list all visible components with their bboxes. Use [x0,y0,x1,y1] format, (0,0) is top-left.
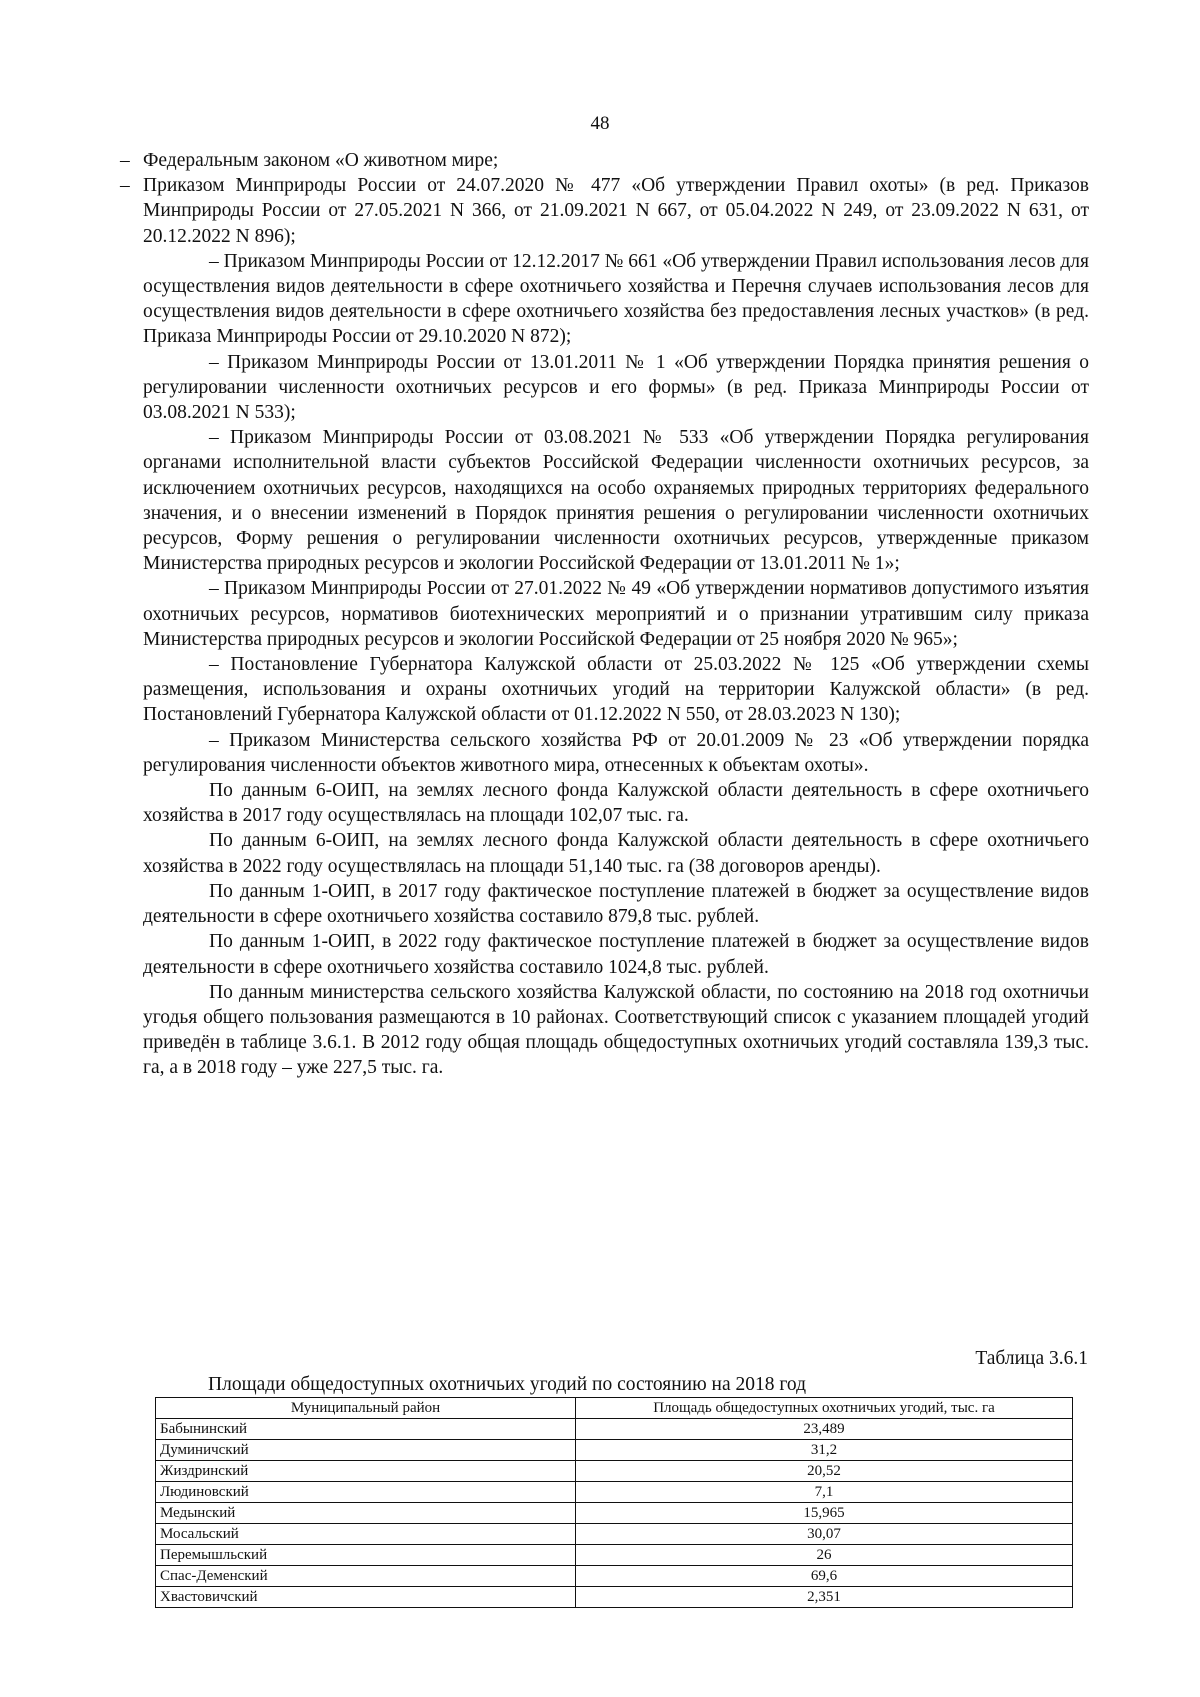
area-cell: 15,965 [576,1503,1073,1524]
paragraph: По данным 6-ОИП, на землях лесного фонда Калужской области деятельность в сфере охотничьего хозяйства в 2022 году осуществлялась на площади 51,140 тыс. га (38 договоров аренды). [143,830,1089,877]
body-text [120,148,1089,1081]
district-cell: Хвастовичский [156,1587,576,1608]
column-header: Площадь общедоступных охотничьих угодий, тыс. га [576,1398,1073,1419]
table-row [156,1566,1073,1587]
column-header: Муниципальный район [156,1398,576,1419]
paragraph: По данным 1-ОИП, в 2022 году фактическое поступление платежей в бюджет за осуществление видов деятельности в сфере охотничьего хозяйства составило 1024,8 тыс. рублей. [143,931,1089,978]
area-cell: 31,2 [576,1440,1073,1461]
bullet-item [120,148,1089,173]
area-cell: 7,1 [576,1482,1073,1503]
paragraph: По данным 1-ОИП, в 2017 году фактическое поступление платежей в бюджет за осуществление видов деятельности в сфере охотничьего хозяйства составило 879,8 тыс. рублей. [143,880,1089,928]
district-cell: Бабынинский [156,1419,576,1440]
district-cell: Мосальский [156,1524,576,1545]
district-cell: Медынский [156,1503,576,1524]
paragraph: – Приказом Минприроды России от 13.01.2011 № 1 «Об утверждении Порядка принятия решения о регулировании численности охотничьих ресурсов и его формы» (в ред. Приказа Минприроды России от 03.08.2021 N 533); [143,351,1089,424]
bullet-text: Федеральным законом «О животном мире; [143,150,499,171]
district-cell: Людиновский [156,1482,576,1503]
bullet-dash: – [120,175,130,197]
table-row [156,1461,1073,1482]
district-cell: Спас-Деменский [156,1566,576,1587]
table-row [156,1482,1073,1503]
areas-table [155,1397,1073,1608]
table-row [156,1419,1073,1440]
bullet-dash: – [120,150,130,171]
area-cell: 20,52 [576,1461,1073,1482]
paragraph: – Постановление Губернатора Калужской области от 25.03.2022 № 125 «Об утверждении схемы размещения, использования и охраны охотничьих угодий на территории Калужской области» (в ред. Постановлений Губернатора Калужской области от 01.12.2022 N 550, от 28.03.2023 N 130); [143,654,1089,726]
area-cell: 30,07 [576,1524,1073,1545]
table-label: Таблица 3.6.1 [975,1348,1088,1369]
paragraph: По данным министерства сельского хозяйства Калужской области, по состоянию на 2018 год охотничьи угодья общего пользования размещаются в 10 районах. Соответствующий список с указанием площадей угодий приведён в таблице 3.6.1. В 2012 году общая площадь общедоступных охотничьих угодий составляла 139,3 тыс. га, а в 2018 году – уже 227,5 тыс. га. [143,981,1089,1079]
page-number: 48 [590,113,610,134]
table-title: Площади общедоступных охотничьих угодий по состоянию на 2018 год [208,1374,807,1395]
district-cell: Жиздринский [156,1461,576,1482]
table-row [156,1587,1073,1608]
district-cell: Перемышльский [156,1545,576,1566]
area-cell: 69,6 [576,1566,1073,1587]
paragraph: – Приказом Министерства сельского хозяйства РФ от 20.01.2009 № 23 «Об утверждении порядка регулирования численности объектов животного мира, отнесенных к объектам охоты». [143,729,1089,776]
table-row [156,1440,1073,1461]
area-cell: 26 [576,1545,1073,1566]
bullet-text: Приказом Минприроды России от 24.07.2020 № 477 «Об утверждении Правил охоты» (в ред. Приказов Минприроды России от 27.05.2021 N 366, от 21.09.2021 N 667, от 05.04.2022 N 249, от 23.09.2022 N 631, от 20.12.2022 N 896); [143,175,1089,247]
area-cell: 2,351 [576,1587,1073,1608]
bullet-item [120,173,1089,249]
table-row [156,1503,1073,1524]
paragraph: – Приказом Минприроды России от 27.01.2022 № 49 «Об утверждении нормативов допустимого изъятия охотничьих ресурсов, нормативов биотехнических мероприятий и о признании утратившим силу приказа Министерства природных ресурсов и экологии Российской Федерации от 25 ноября 2020 № 965»; [143,578,1089,650]
table-row [156,1545,1073,1566]
district-cell: Думиничский [156,1440,576,1461]
paragraph: По данным 6-ОИП, на землях лесного фонда Калужской области деятельность в сфере охотничьего хозяйства в 2017 году осуществлялась на площади 102,07 тыс. га. [143,780,1089,827]
area-cell: 23,489 [576,1419,1073,1440]
paragraph: – Приказом Минприроды России от 12.12.2017 № 661 «Об утверждении Правил использования лесов для осуществления видов деятельности в сфере охотничьего хозяйства и Перечня случаев использования лесов для осуществления видов деятельности в сфере охотничьего хозяйства без предоставления лесных участков» (в ред. Приказа Минприроды России от 29.10.2020 N 872); [143,250,1089,348]
table-header-row [156,1398,1073,1419]
paragraph: – Приказом Минприроды России от 03.08.2021 № 533 «Об утверждении Порядка регулирования органами исполнительной власти субъектов Российской Федерации численности охотничьих ресурсов, за исключением охотничьих ресурсов, находящихся на особо охраняемых природных территориях федерального значения, и о внесении изменений в Порядок принятия решения о регулировании численности охотничьих ресурсов, Форму решения о регулировании численности охотничьих ресурсов, утвержденные приказом Министерства природных ресурсов и экологии Российской Федерации от 13.01.2011 № 1»; [143,427,1089,575]
table-row [156,1524,1073,1545]
